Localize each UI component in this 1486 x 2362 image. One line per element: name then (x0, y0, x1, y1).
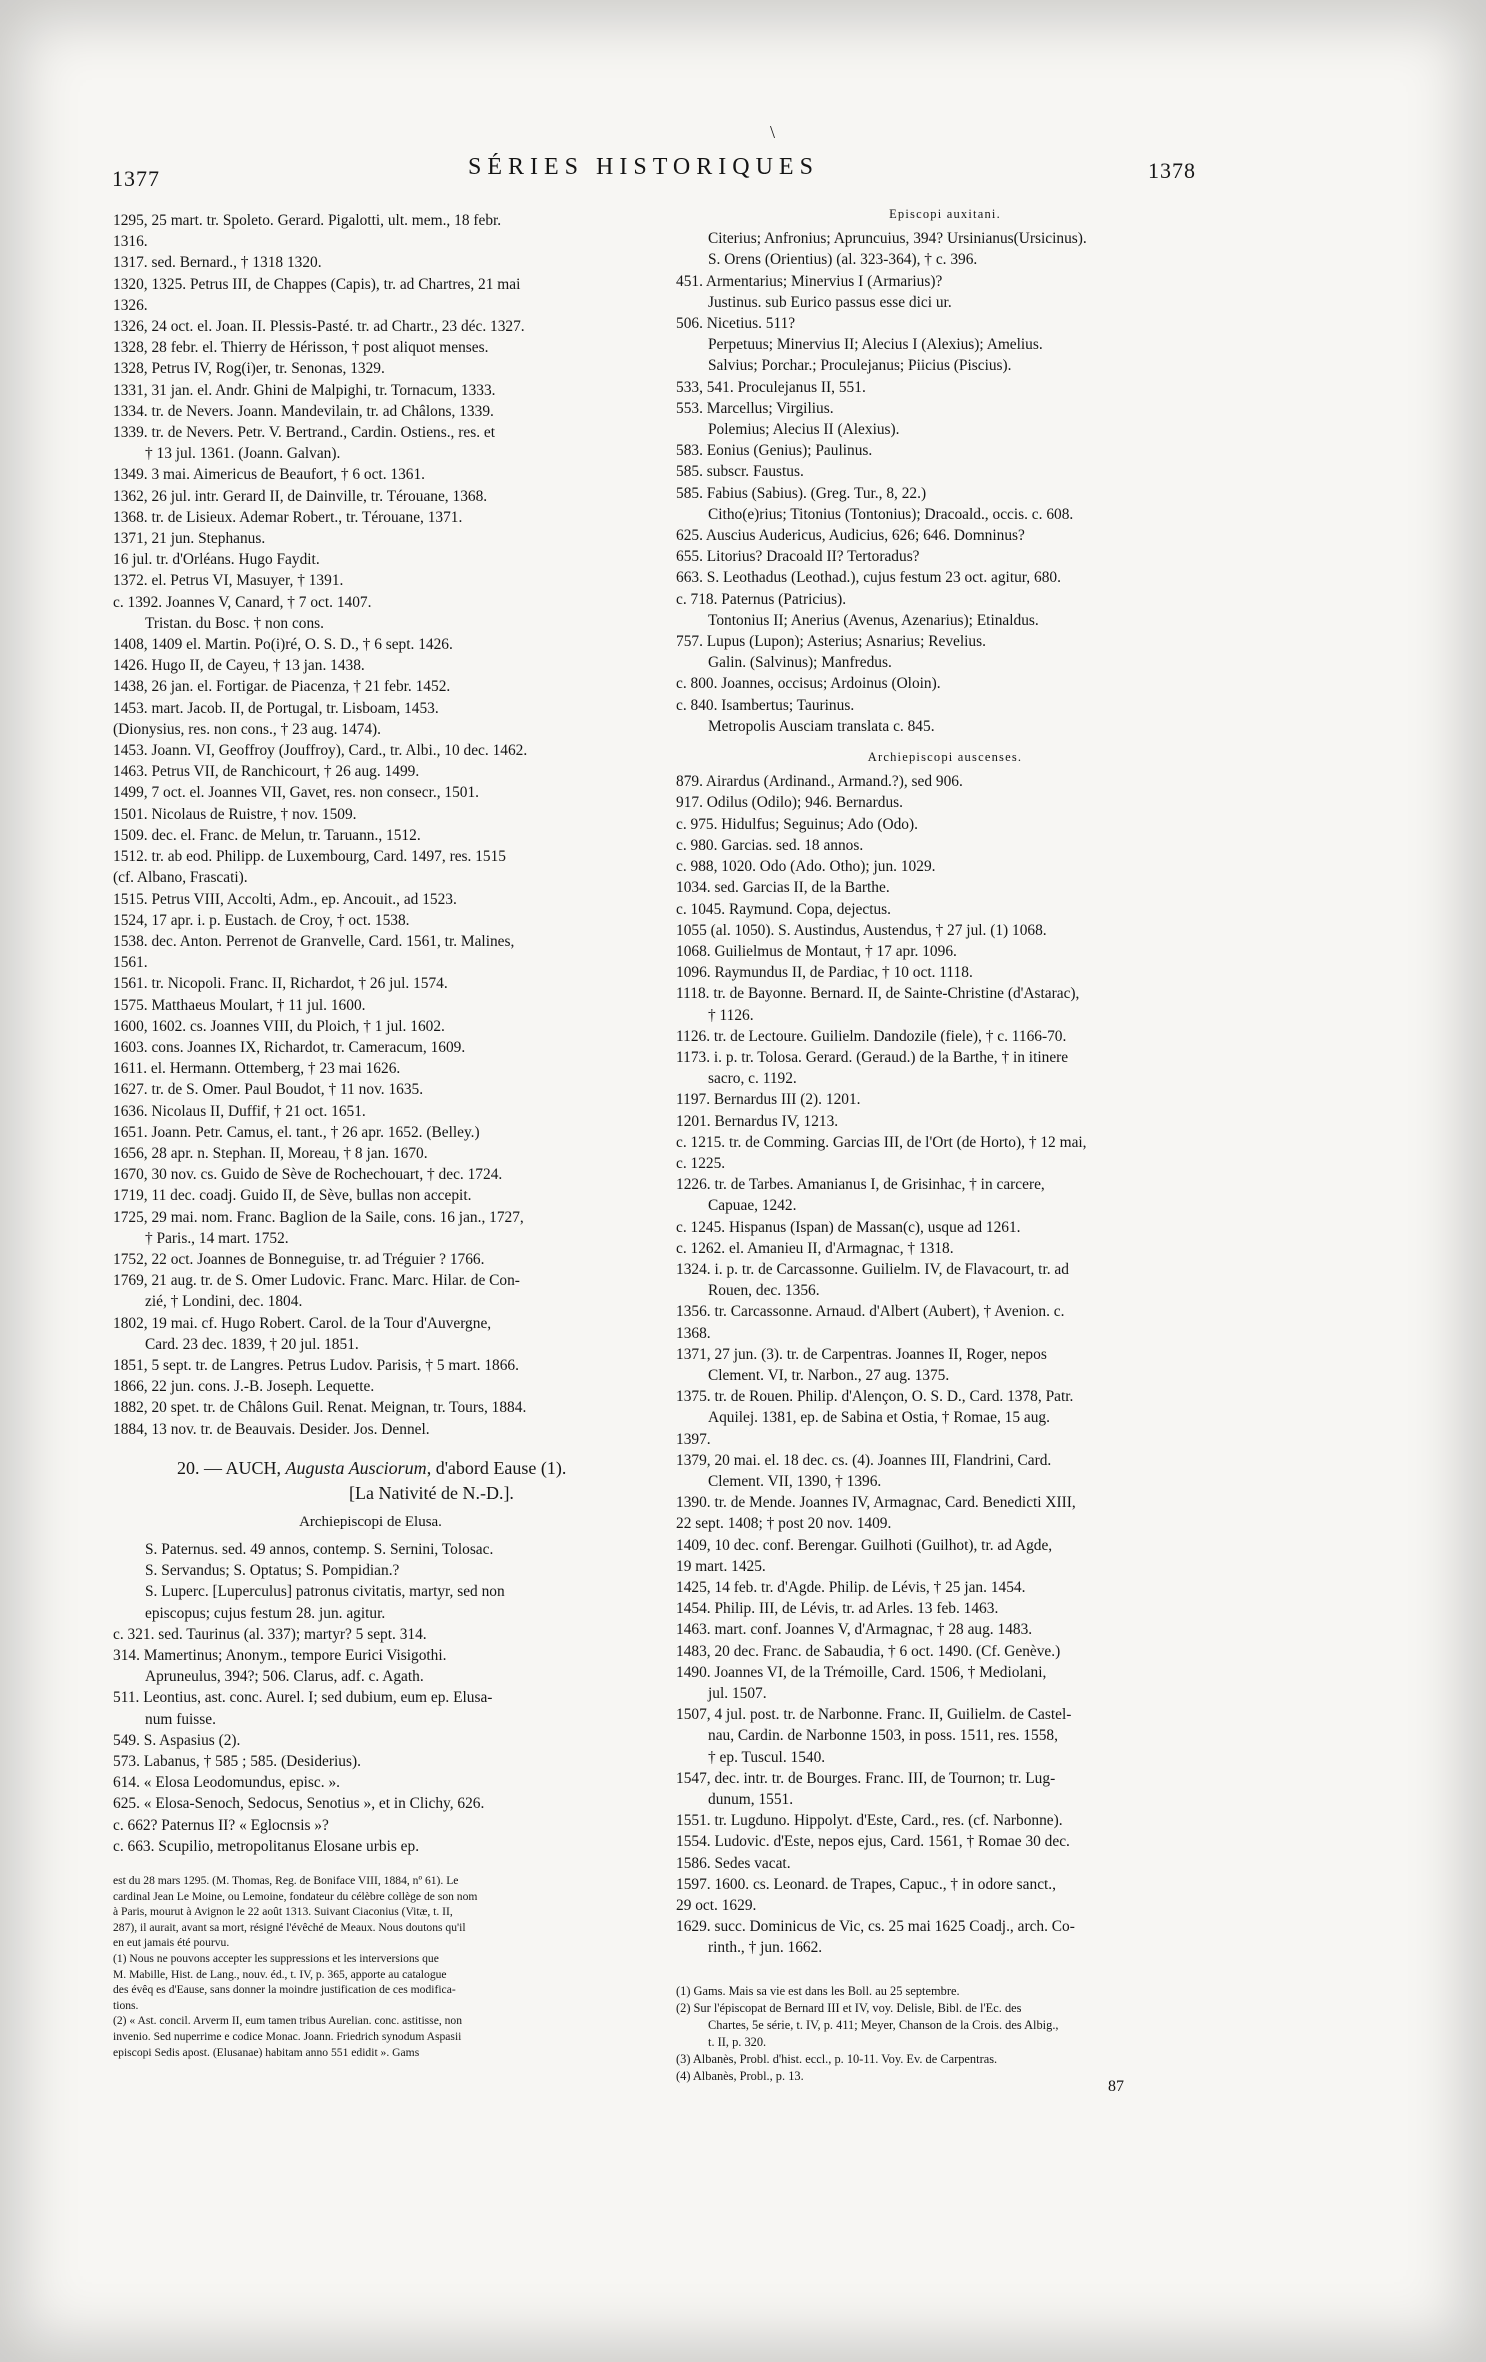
list-line: Card. 23 dec. 1839, † 20 jul. 1851. (145, 1335, 359, 1353)
list-line: 625. « Elosa-Senoch, Sedocus, Senotius », et in Clichy, 626. (113, 1795, 485, 1813)
list-line: 1538. dec. Anton. Perrenot de Granvelle, Card. 1561, tr. Malines, (113, 932, 515, 950)
footnote-line: 287), il aurait, avant sa mort, résigné l'évêché de Meaux. Nous doutons qu'il (113, 1920, 466, 1934)
list-line: 1454. Philip. III, de Lévis, tr. ad Arles. 13 feb. 1463. (676, 1600, 999, 1618)
running-title: SÉRIES HISTORIQUES (468, 154, 819, 180)
list-line: 1362, 26 jul. intr. Gerard II, de Dainville, tr. Térouane, 1368. (113, 487, 488, 505)
right-footnotes (676, 1983, 1214, 2085)
auch-heading-dedication: [La Nativité de N.-D.]. (349, 1482, 514, 1503)
list-line: 1397. (676, 1430, 711, 1448)
footnote-line: episcopi Sedis apost. (Elusanae) habitam anno 551 edidit ». Gams (113, 2045, 420, 2059)
footnote-line: (3) Albanès, Probl. d'hist. eccl., p. 10-11. Voy. Ev. de Carpentras. (676, 2051, 998, 2066)
list-line: num fuisse. (145, 1710, 216, 1728)
list-line: 1328, 28 febr. el. Thierry de Hérisson, † post aliquot menses. (113, 339, 489, 357)
list-line: 506. Nicetius. 511? (676, 315, 796, 333)
list-line: 573. Labanus, † 585 ; 585. (Desiderius). (113, 1753, 361, 1771)
list-line: S. Orens (Orientius) (al. 323-364), † c. 396. (708, 251, 978, 269)
list-line: c. 1262. el. Amanieu II, d'Armagnac, † 1318. (676, 1239, 954, 1257)
list-line: 1719, 11 dec. coadj. Guido II, de Sève, bullas non accepit. (113, 1187, 472, 1205)
footnote-line: t. II, p. 320. (708, 2034, 767, 2049)
list-line: 1324. i. p. tr. de Carcassonne. Guilielm. IV, de Flavacourt, tr. ad (676, 1260, 1069, 1278)
footnote-line: (2) Sur l'épiscopat de Bernard III et IV, voy. Delisle, Bibl. de l'Ec. des (676, 2000, 1022, 2015)
list-line: Rouen, dec. 1356. (708, 1282, 820, 1300)
list-line: 1126. tr. de Lectoure. Guilielm. Dandozile (fiele), † c. 1166-70. (676, 1027, 1067, 1045)
list-line: 1055 (al. 1050). S. Austindus, Austendus, † 27 jul. (1) 1068. (676, 921, 1047, 939)
list-line: c. 988, 1020. Odo (Ado. Otho); jun. 1029. (676, 858, 936, 876)
footnote-line: (4) Albanès, Probl., p. 13. (676, 2068, 804, 2083)
list-line: 1371, 21 jun. Stephanus. (113, 530, 266, 548)
list-line: 1752, 22 oct. Joannes de Bonneguise, tr. ad Tréguier ? 1766. (113, 1250, 485, 1268)
list-line: 1509. dec. el. Franc. de Melun, tr. Taruann., 1512. (113, 826, 421, 844)
footnote-line: à Paris, mourut à Avignon le 22 août 1313. Suivant Ciaconius (Vitæ, t. II, (113, 1905, 453, 1919)
list-line: 1453. mart. Jacob. II, de Portugal, tr. Lisboam, 1453. (113, 699, 439, 717)
auscenses-heading: Archiepiscopi auscenses. (867, 750, 1023, 765)
list-line: 1551. tr. Lugduno. Hippolyt. d'Este, Card., res. (cf. Narbonne). (676, 1812, 1063, 1830)
list-line: 583. Eonius (Genius); Paulinus. (676, 442, 873, 460)
list-line: 1326. (113, 296, 148, 314)
list-line: 314. Mamertinus; Anonym., tempore Eurici Visigothi. (113, 1647, 447, 1664)
list-line: 1317. sed. Bernard., † 1318 1320. (113, 254, 322, 272)
list-line: 1547, dec. intr. tr. de Bourges. Franc. III, de Tournon; tr. Lug- (676, 1769, 1056, 1787)
list-line: 1096. Raymundus II, de Pardiac, † 10 oct. 1118. (676, 964, 973, 982)
list-line: episcopus; cujus festum 28. jun. agitur. (145, 1604, 386, 1622)
list-line: 1483, 20 dec. Franc. de Sabaudia, † 6 oct. 1490. (Cf. Genève.) (676, 1642, 1061, 1660)
list-line: 1349. 3 mai. Aimericus de Beaufort, † 6 oct. 1361. (113, 466, 426, 484)
list-line: 1463. mart. conf. Joannes V, d'Armagnac, † 28 aug. 1483. (676, 1621, 1033, 1639)
list-line: 917. Odilus (Odilo); 946. Bernardus. (676, 794, 903, 812)
list-line: 1068. Guilielmus de Montaut, † 17 apr. 1096. (676, 942, 957, 960)
elusa-bishops-list (113, 1539, 628, 1857)
list-line: S. Paternus. sed. 49 annos, contemp. S. Sernini, Tolosac. (145, 1540, 494, 1558)
list-line: 1408, 1409 el. Martin. Po(i)ré, O. S. D., † 6 sept. 1426. (113, 636, 453, 654)
list-line: 1339. tr. de Nevers. Petr. V. Bertrand., Cardin. Ostiens., res. et (113, 424, 495, 442)
list-line: 1802, 19 mai. cf. Hugo Robert. Carol. de la Tour d'Auvergne, (113, 1314, 492, 1332)
list-line: 1575. Matthaeus Moulart, † 11 jul. 1600. (113, 996, 366, 1014)
list-line: 22 sept. 1408; † post 20 nov. 1409. (676, 1515, 892, 1533)
list-line: 1368. tr. de Lisieux. Ademar Robert., tr. Térouane, 1371. (113, 508, 463, 526)
footnote-line: (1) Gams. Mais sa vie est dans les Boll. au 25 septembre. (676, 1983, 960, 1998)
list-line: 1197. Bernardus III (2). 1201. (676, 1091, 861, 1109)
list-line: S. Luperc. [Luperculus] patronus civitatis, martyr, sed non (145, 1583, 505, 1601)
list-line: c. 1245. Hispanus (Ispan) de Massan(c), usque ad 1261. (676, 1218, 1021, 1236)
auch-heading-latin: Augusta Ausciorum (285, 1457, 427, 1478)
list-line: 1603. cons. Joannes IX, Richardot, tr. Cameracum, 1609. (113, 1038, 466, 1056)
list-line: 1328, Petrus IV, Rog(i)er, tr. Senonas, 1329. (113, 360, 385, 378)
list-line: S. Servandus; S. Optatus; S. Pompidian.? (145, 1562, 400, 1580)
list-line: 614. « Elosa Leodomundus, episc. ». (113, 1774, 340, 1792)
list-line: 1371, 27 jun. (3). tr. de Carpentras. Joannes II, Roger, nepos (676, 1345, 1047, 1363)
list-line: 533, 541. Proculejanus II, 551. (676, 378, 866, 396)
list-line: 1326, 24 oct. el. Joan. II. Plessis-Pasté. tr. ad Chartr., 23 déc. 1327. (113, 318, 525, 336)
list-line: Citerius; Anfronius; Apruncuius, 394? Ursinianus(Ursicinus). (708, 230, 1087, 248)
list-line: Capuae, 1242. (708, 1197, 797, 1215)
list-line: 1372. el. Petrus VI, Masuyer, † 1391. (113, 572, 344, 590)
footnote-line: invenio. Sed nuperrime e codice Monac. Joann. Friedrich synodum Aspasii (113, 2029, 462, 2043)
list-line: jul. 1507. (708, 1685, 767, 1703)
footnote-line: des évêq es d'Eause, sans donner la moindre justification de ces modifica- (113, 1983, 456, 1997)
right-column (676, 202, 1214, 2085)
auxitani-heading: Episcopi auxitani. (889, 207, 1001, 221)
list-line: (cf. Albano, Frascati). (113, 869, 248, 887)
list-line: c. 718. Paternus (Patricius). (676, 590, 847, 608)
list-line: 1356. tr. Carcassonne. Arnaud. d'Albert (Aubert), † Avenion. c. (676, 1303, 1065, 1321)
list-line: 655. Litorius? Dracoald II? Tertoradus? (676, 548, 920, 566)
list-line: † Paris., 14 mart. 1752. (145, 1229, 289, 1247)
list-line: 553. Marcellus; Virgilius. (676, 399, 834, 417)
list-line: 1524, 17 apr. i. p. Eustach. de Croy, † oct. 1538. (113, 911, 410, 929)
auch-heading (113, 1456, 628, 1481)
list-line: 1463. Petrus VII, de Ranchicourt, † 26 aug. 1499. (113, 763, 420, 781)
list-line: 1561. tr. Nicopoli. Franc. II, Richardot, † 26 jul. 1574. (113, 975, 448, 993)
list-line: 1173. i. p. tr. Tolosa. Gerard. (Geraud.) de la Barthe, † in itinere (676, 1048, 1069, 1066)
list-line: † ep. Tuscul. 1540. (708, 1748, 826, 1766)
list-line: Salvius; Porchar.; Proculejanus; Piicius (Piscius). (708, 357, 1012, 375)
list-line: 29 oct. 1629. (676, 1897, 757, 1915)
list-line: (Dionysius, res. non cons., † 23 aug. 1474). (113, 720, 382, 738)
list-line: 1334. tr. de Nevers. Joann. Mandevilain, tr. ad Châlons, 1339. (113, 402, 494, 420)
footnote-line: (2) « Ast. concil. Arverm II, eum tamen tribus Aurelian. conc. astitisse, non (113, 2014, 463, 2028)
list-line: 1118. tr. de Bayonne. Bernard. II, de Sainte-Christine (d'Astarac), (676, 985, 1080, 1003)
footnote-line: cardinal Jean Le Moine, ou Lemoine, fondateur du célèbre collège de son nom (113, 1889, 478, 1903)
list-line: 1586. Sedes vacat. (676, 1854, 791, 1872)
list-line: 1226. tr. de Tarbes. Amanianus I, de Grisinhac, † in carcere, (676, 1176, 1045, 1194)
list-line: 1316. (113, 233, 148, 251)
list-line: 1426. Hugo II, de Cayeu, † 13 jan. 1438. (113, 657, 365, 675)
auch-heading-number: 20. — AUCH, (177, 1457, 286, 1478)
list-line: 1331, 31 jan. el. Andr. Ghini de Malpighi, tr. Tornacum, 1333. (113, 381, 496, 399)
list-line: 1490. Joannes VI, de la Trémoille, Card. 1506, † Mediolani, (676, 1663, 1047, 1681)
list-line: 625. Auscius Audericus, Audicius, 626; 646. Domninus? (676, 527, 1025, 545)
list-line: c. 975. Hidulfus; Seguinus; Ado (Odo). (676, 815, 918, 833)
list-line: 1611. el. Hermann. Ottemberg, † 23 mai 1626. (113, 1060, 401, 1078)
auch-section (113, 1456, 628, 1857)
list-line: 1512. tr. ab eod. Philipp. de Luxembourg, Card. 1497, res. 1515 (113, 848, 506, 866)
list-line: 451. Armentarius; Minervius I (Armarius)? (676, 272, 943, 290)
list-line: nau, Cardin. de Narbonne 1503, in poss. 1511, res. 1558, (708, 1727, 1058, 1745)
list-line: 1651. Joann. Petr. Camus, el. tant., † 26 apr. 1652. (Belley.) (113, 1123, 480, 1141)
list-line: 1201. Bernardus IV, 1213. (676, 1112, 839, 1130)
list-line: 1670, 30 nov. cs. Guido de Sève de Rochechouart, † dec. 1724. (113, 1166, 503, 1184)
list-line: 1379, 20 mai. el. 18 dec. cs. (4). Joannes III, Flandrini, Card. (676, 1451, 1052, 1469)
list-line: 757. Lupus (Lupon); Asterius; Asnarius; Revelius. (676, 633, 986, 651)
list-line: 1390. tr. de Mende. Joannes IV, Armagnac, Card. Benedicti XIII, (676, 1494, 1076, 1512)
list-line: dunum, 1551. (708, 1791, 794, 1809)
footnote-line: est du 28 mars 1295. (M. Thomas, Reg. de Boniface VIII, 1884, nº 61). Le (113, 1874, 459, 1888)
list-line: c. 1045. Raymund. Copa, dejectus. (676, 900, 892, 918)
list-line: 1597. 1600. cs. Leonard. de Trapes, Capuc., † in odore sanct., (676, 1875, 1056, 1893)
list-line: 585. subscr. Faustus. (676, 463, 804, 481)
list-line: 663. S. Leothadus (Leothad.), cujus festum 23 oct. agitur, 680. (676, 569, 1061, 587)
list-line: c. 662? Paternus II? « Eglocnsis »? (113, 1816, 329, 1834)
list-line: † 1126. (708, 1006, 754, 1024)
list-line: 1636. Nicolaus II, Duffif, † 21 oct. 1651. (113, 1102, 366, 1120)
list-line: Aquilej. 1381, ep. de Sabina et Ostia, † Romae, 15 aug. (708, 1409, 1050, 1427)
list-line: 585. Fabius (Sabius). (Greg. Tur., 8, 22.) (676, 484, 927, 502)
list-line: 1453. Joann. VI, Geoffroy (Jouffroy), Card., tr. Albi., 10 dec. 1462. (113, 742, 528, 760)
list-line: c. 663. Scupilio, metropolitanus Elosane urbis ep. (113, 1837, 420, 1855)
list-line: Tristan. du Bosc. † non cons. (145, 614, 324, 632)
list-line: Polemius; Alecius II (Alexius). (708, 421, 900, 439)
margin-mark: \ (770, 122, 776, 142)
list-line: 1425, 14 feb. tr. d'Agde. Philip. de Lévis, † 25 jan. 1454. (676, 1579, 1026, 1596)
cambrai-bishops-list (113, 210, 628, 1440)
list-line: 1501. Nicolaus de Ruistre, † nov. 1509. (113, 805, 357, 823)
list-line: 1656, 28 apr. n. Stephan. II, Moreau, † 8 jan. 1670. (113, 1144, 428, 1162)
list-line: Perpetuus; Minervius II; Alecius I (Alexius); Amelius. (708, 336, 1043, 354)
folio-number: 87 (1108, 2078, 1124, 2095)
list-line: 1627. tr. de S. Omer. Paul Boudot, † 11 nov. 1635. (113, 1081, 424, 1099)
footnote-line: (1) Nous ne pouvons accepter les suppressions et les interversions que (113, 1952, 439, 1965)
list-line: 1034. sed. Garcias II, de la Barthe. (676, 879, 890, 897)
list-line: 1866, 22 jun. cons. J.-B. Joseph. Lequette. (113, 1378, 375, 1396)
list-line: zié, † Londini, dec. 1804. (145, 1293, 303, 1311)
auxitani-bishops-list (676, 228, 1214, 737)
list-line: 511. Leontius, ast. conc. Aurel. I; sed dubium, eum ep. Elusa- (113, 1689, 493, 1707)
list-line: c. 321. sed. Taurinus (al. 337); martyr? 5 sept. 314. (113, 1625, 427, 1643)
footnote-line: Chartes, 5e série, t. IV, p. 411; Meyer, Chanson de la Crois. des Albig., (708, 2017, 1059, 2032)
list-line: c. 800. Joannes, occisus; Ardoinus (Oloin). (676, 675, 941, 693)
left-column (113, 210, 628, 2060)
list-line: 1884, 13 nov. tr. de Beauvais. Desider. Jos. Dennel. (113, 1420, 430, 1438)
list-line: 1295, 25 mart. tr. Spoleto. Gerard. Pigalotti, ult. mem., 18 febr. (113, 212, 502, 229)
list-line: 1725, 29 mai. nom. Franc. Baglion de la Saile, cons. 16 jan., 1727, (113, 1208, 524, 1226)
list-line: c. 1392. Joannes V, Canard, † 7 oct. 1407. (113, 593, 372, 611)
list-line: 1769, 21 aug. tr. de S. Omer Ludovic. Franc. Marc. Hilar. de Con- (113, 1272, 520, 1290)
footnote-line: en eut jamais été pourvu. (113, 1936, 230, 1950)
list-line: 1882, 20 spet. tr. de Châlons Guil. Renat. Meignan, tr. Tours, 1884. (113, 1399, 527, 1417)
page-number-left: 1377 (112, 166, 160, 191)
list-line: Galin. (Salvinus); Manfredus. (708, 654, 892, 672)
list-line: Citho(e)rius; Titonius (Tontonius); Dracoald., occis. c. 608. (708, 505, 1074, 523)
list-line: 19 mart. 1425. (676, 1557, 766, 1575)
list-line: 1515. Petrus VIII, Accolti, Adm., ep. Ancouit., ad 1523. (113, 890, 457, 908)
list-line: Tontonius II; Anerius (Avenus, Azenarius); Etinaldus. (708, 611, 1039, 629)
list-line: 1554. Ludovic. d'Este, nepos ejus, Card. 1561, † Romae 30 dec. (676, 1833, 1070, 1851)
footnote-line: tions. (113, 1998, 139, 2012)
list-line: Clement. VII, 1390, † 1396. (708, 1472, 882, 1490)
list-line: Clement. VI, tr. Narbon., 27 aug. 1375. (708, 1366, 950, 1384)
list-line: 549. S. Aspasius (2). (113, 1731, 241, 1749)
list-line: c. 1225. (676, 1154, 726, 1172)
running-header (0, 122, 1486, 194)
left-footnotes (113, 1873, 628, 2060)
list-line: sacro, c. 1192. (708, 1070, 797, 1088)
list-line: c. 840. Isambertus; Taurinus. (676, 696, 855, 714)
list-line: 16 jul. tr. d'Orléans. Hugo Faydit. (113, 551, 320, 569)
list-line: 1438, 26 jan. el. Fortigar. de Piacenza, † 21 febr. 1452. (113, 678, 451, 696)
auscenses-archbishops-list (676, 771, 1214, 1958)
list-line: 1320, 1325. Petrus III, de Chappes (Capis), tr. ad Chartres, 21 mai (113, 275, 521, 293)
list-line: rinth., † jun. 1662. (708, 1939, 823, 1957)
page-number-right: 1378 (1148, 158, 1196, 183)
list-line: 1629. succ. Dominicus de Vic, cs. 25 mai 1625 Coadj., arch. Co- (676, 1918, 1075, 1936)
list-line: Apruneulus, 394?; 506. Clarus, adf. c. Agath. (145, 1668, 424, 1686)
footnote-line: M. Mabille, Hist. de Lang., nouv. éd., t. IV, p. 365, apporte au catalogue (113, 1967, 447, 1981)
list-line: 1507, 4 jul. post. tr. de Narbonne. Franc. II, Guilielm. de Castel- (676, 1706, 1072, 1724)
list-line: c. 980. Garcias. sed. 18 annos. (676, 836, 864, 854)
list-line: 1600, 1602. cs. Joannes VIII, du Ploich, † 1 jul. 1602. (113, 1017, 445, 1035)
list-line: c. 1215. tr. de Comming. Garcias III, de l'Ort (de Horto), † 12 mai, (676, 1133, 1087, 1151)
list-line: 1499, 7 oct. el. Joannes VII, Gavet, res. non consecr., 1501. (113, 784, 480, 802)
list-line: 879. Airardus (Ardinand., Armand.?), sed 906. (676, 773, 963, 791)
auch-heading-rest: , d'abord Eause (1). (426, 1457, 567, 1478)
elusa-subheading: Archiepiscopi de Elusa. (299, 1513, 442, 1530)
list-line: Metropolis Ausciam translata c. 845. (708, 717, 935, 735)
list-line: Justinus. sub Eurico passus esse dici ur. (708, 293, 952, 311)
list-line: 1368. (676, 1324, 711, 1342)
list-line: 1375. tr. de Rouen. Philip. d'Alençon, O. S. D., Card. 1378, Patr. (676, 1388, 1074, 1406)
list-line: 1851, 5 sept. tr. de Langres. Petrus Ludov. Parisis, † 5 mart. 1866. (113, 1356, 519, 1374)
list-line: 1409, 10 dec. conf. Berengar. Guilhoti (Guilhot), tr. ad Agde, (676, 1536, 1053, 1554)
list-line: † 13 jul. 1361. (Joann. Galvan). (145, 445, 341, 463)
list-line: 1561. (113, 954, 148, 972)
